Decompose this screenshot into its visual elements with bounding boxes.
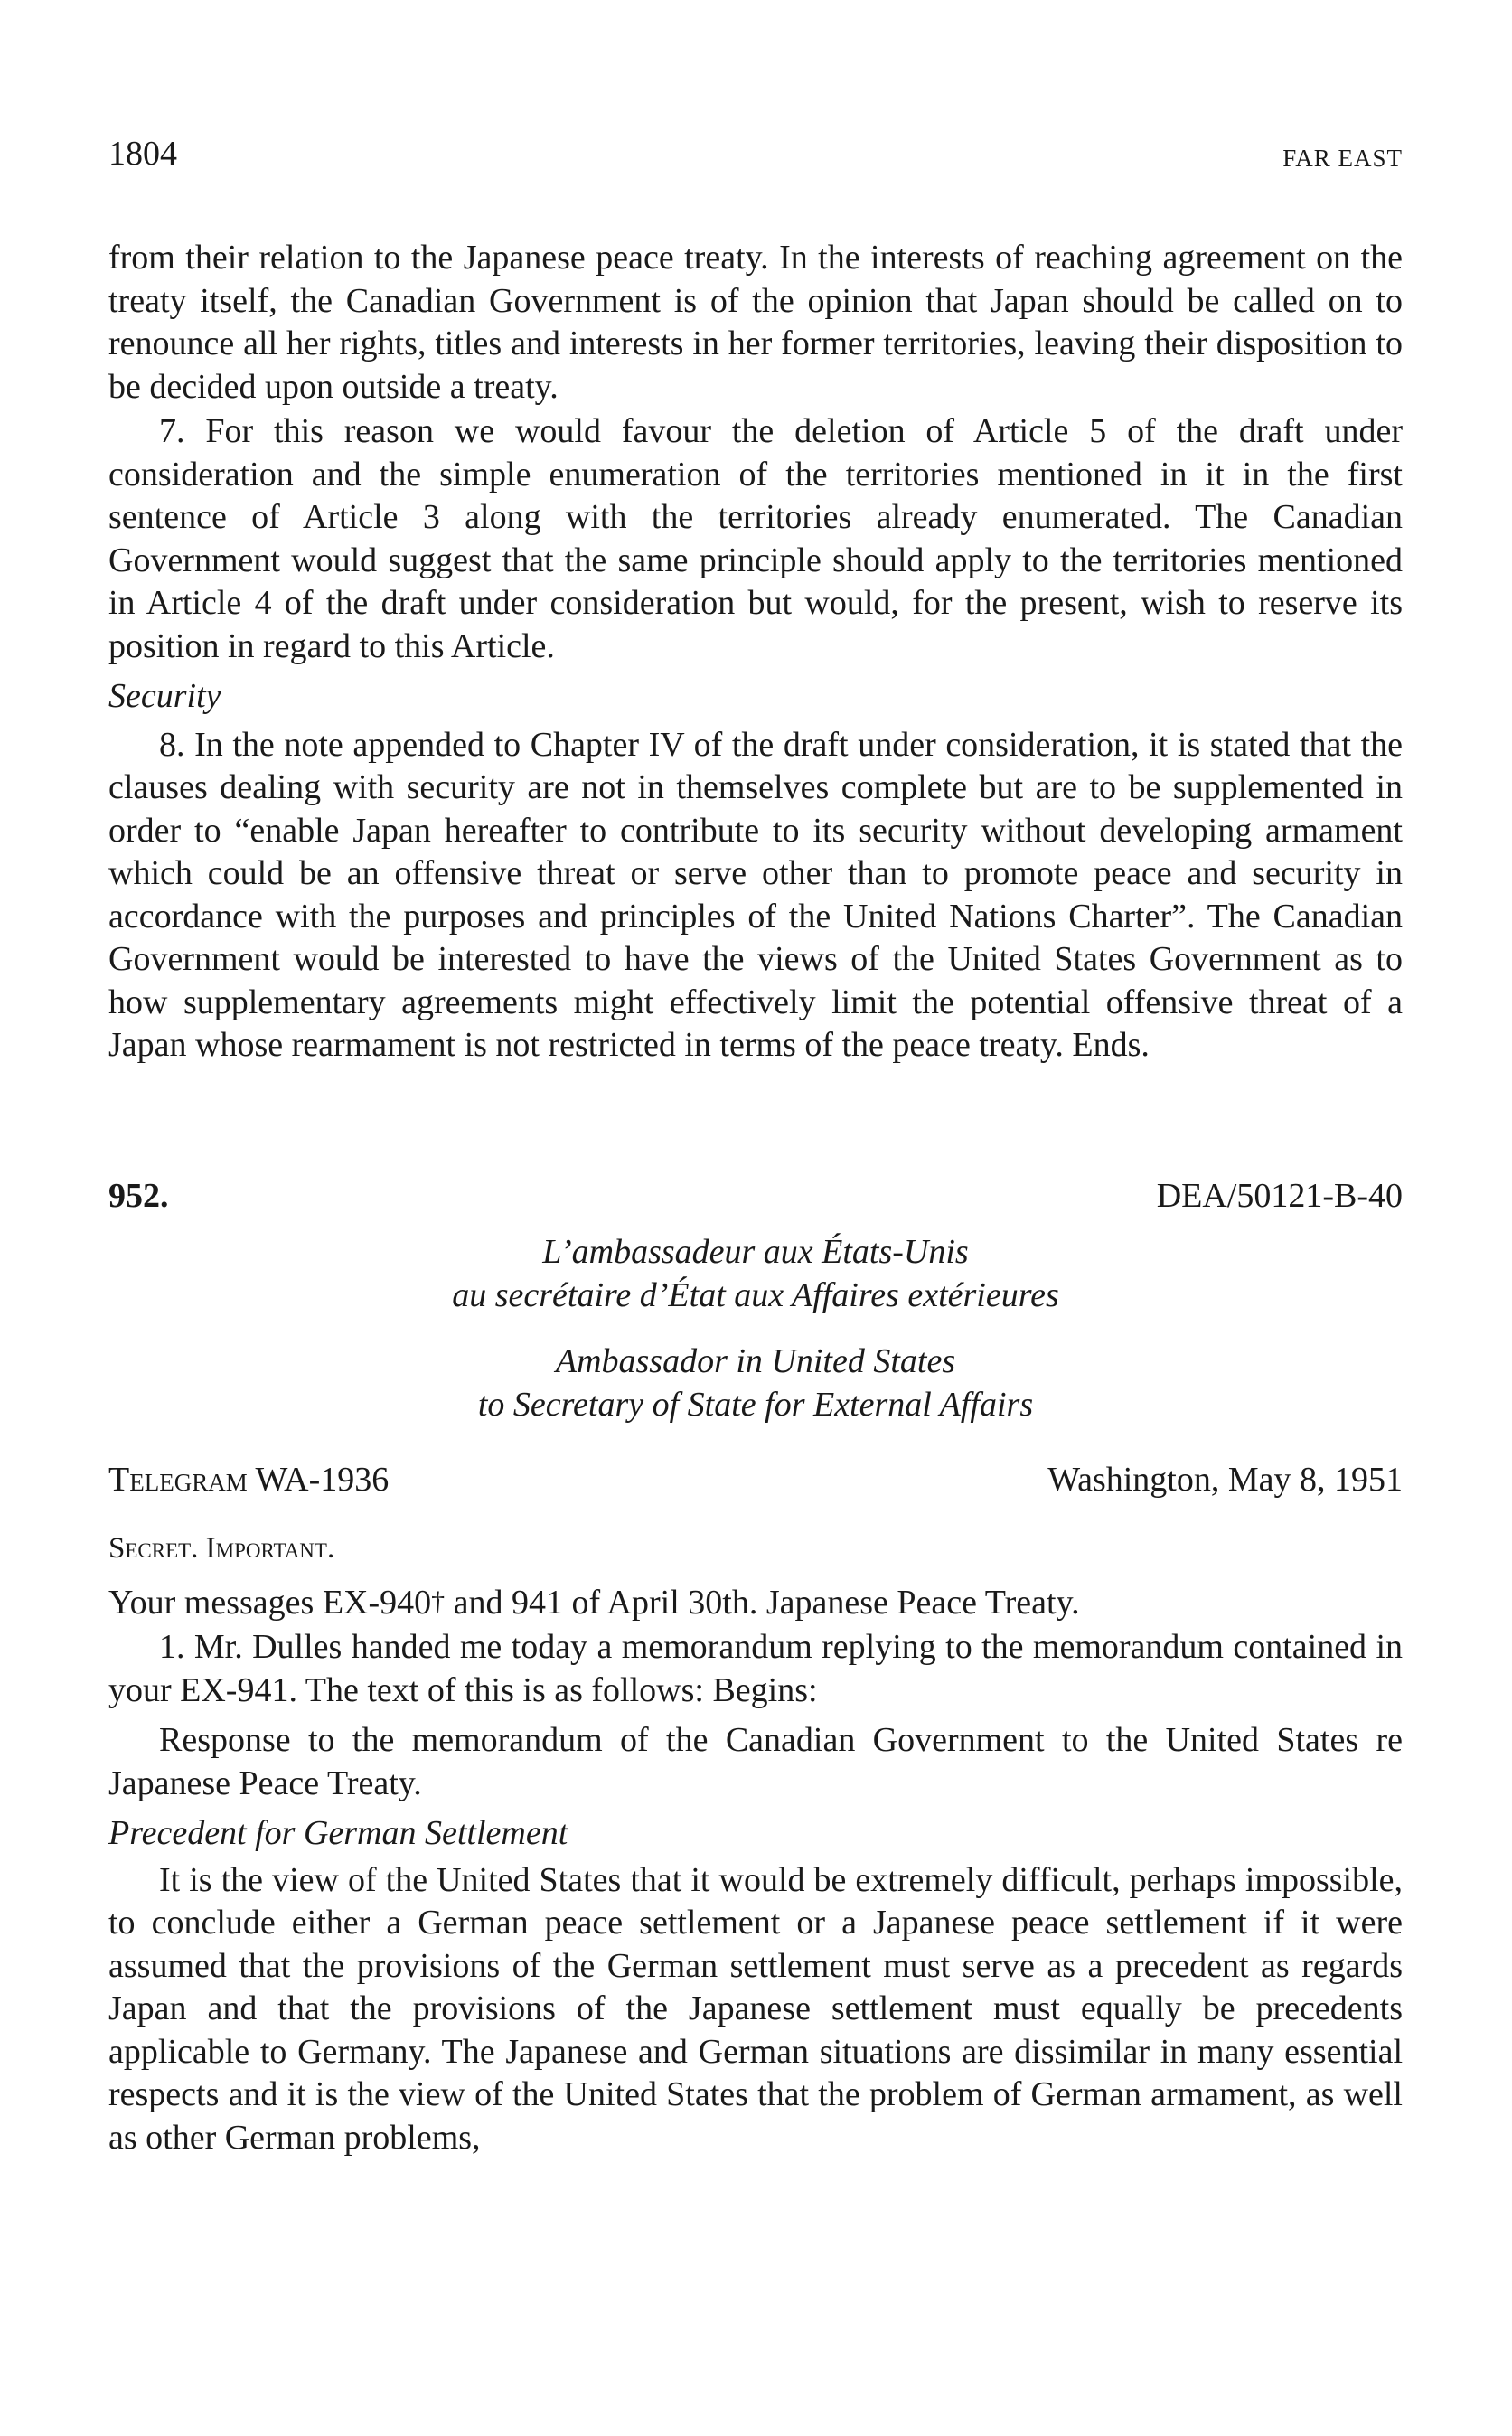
security-heading: Security [108, 677, 221, 715]
intro-text: Your messages EX-940 [108, 1583, 432, 1622]
document-952 [108, 1175, 1403, 2159]
precedent-paragraph: It is the view of the United States that it would be extremely difficult, perhaps impossible, to conclude either a German peace settlement or a Japanese peace settlement if it were assumed that the provisions of the German settlement must serve as a precedent as regards Japan and that the provisions of the Japanese settlement must equally be precedents applicable to Germany. The Japanese and German situations are dissimilar in many essential respects and it is the view of the United States that the problem of German armament, as well as other German problems, [108, 1860, 1403, 2157]
body-text-upper [108, 237, 1403, 1068]
section-title: FAR EAST [1282, 145, 1403, 172]
document-header-line [108, 1175, 1403, 1220]
intro-line [108, 1580, 1403, 1625]
title-en-line2: to Secretary of State for External Affairs [477, 1385, 1034, 1424]
title-fr-line2: au secrétaire d’État aux Affaires extérieures [452, 1275, 1059, 1314]
title-french [108, 1231, 1403, 1317]
title-english [108, 1340, 1403, 1426]
place-date: Washington, May 8, 1951 [1047, 1461, 1403, 1499]
title-fr-line1: L’ambassadeur aux États-Unis [542, 1233, 969, 1271]
telegram-label: Telegram WA-1936 [108, 1461, 390, 1499]
quoted-response: Response to the memorandum of the Canadian Government to the United States re Japanese Peace Treaty. [108, 1721, 1403, 1802]
paragraph-continuation: from their relation to the Japanese peace treaty. In the interests of reaching agreement on the treaty itself, the Canadian Government is of the opinion that Japan should be called on to renounce all her rights, titles and interests in her former territories, leaving their disposition to be decided upon outside a treaty. [108, 239, 1403, 406]
dagger-mark: † [431, 1585, 446, 1616]
title-en-line1: Ambassador in United States [555, 1342, 956, 1380]
page-number: 1804 [108, 135, 177, 173]
file-reference: DEA/50121-B-40 [1156, 1177, 1403, 1215]
document-number: 952. [108, 1177, 169, 1215]
classification: Secret. Important. [108, 1532, 335, 1565]
intro-text-cont: and 941 of April 30th. Japanese Peace Treaty. [445, 1583, 1080, 1622]
telegram-line [108, 1459, 1403, 1504]
paragraph-8: 8. In the note appended to Chapter IV of the draft under consideration, it is stated that the clauses dealing with security are not in themselves complete but are to be supplemented in order to “enable Japan hereafter to contribute to its security without developing armament which could be an offensive threat or serve other than to promote peace and security in accordance with the purposes and principles of the United Nations Charter”. The Canadian Government would be interested to have the views of the United States Government as to how supplementary agreements might effectively limit the potential offensive threat of a Japan whose rearmament is not restricted in terms of the peace treaty. Ends. [108, 725, 1403, 1064]
paragraph-7: 7. For this reason we would favour the deletion of Article 5 of the draft under consideration and the simple enumeration of the territories mentioned in it in the first sentence of Article 3 along with the territories already enumerated. The Canadian Government would suggest that the same principle should apply to the territories mentioned in Article 4 of the draft under consideration but would, for the present, wish to reserve its position in regard to this Article. [108, 412, 1403, 665]
precedent-heading: Precedent for German Settlement [108, 1814, 568, 1852]
running-head [108, 134, 1403, 179]
paragraph-1: 1. Mr. Dulles handed me today a memorandum replying to the memorandum contained in your EX-941. The text of this is as follows: Begins: [108, 1628, 1403, 1709]
